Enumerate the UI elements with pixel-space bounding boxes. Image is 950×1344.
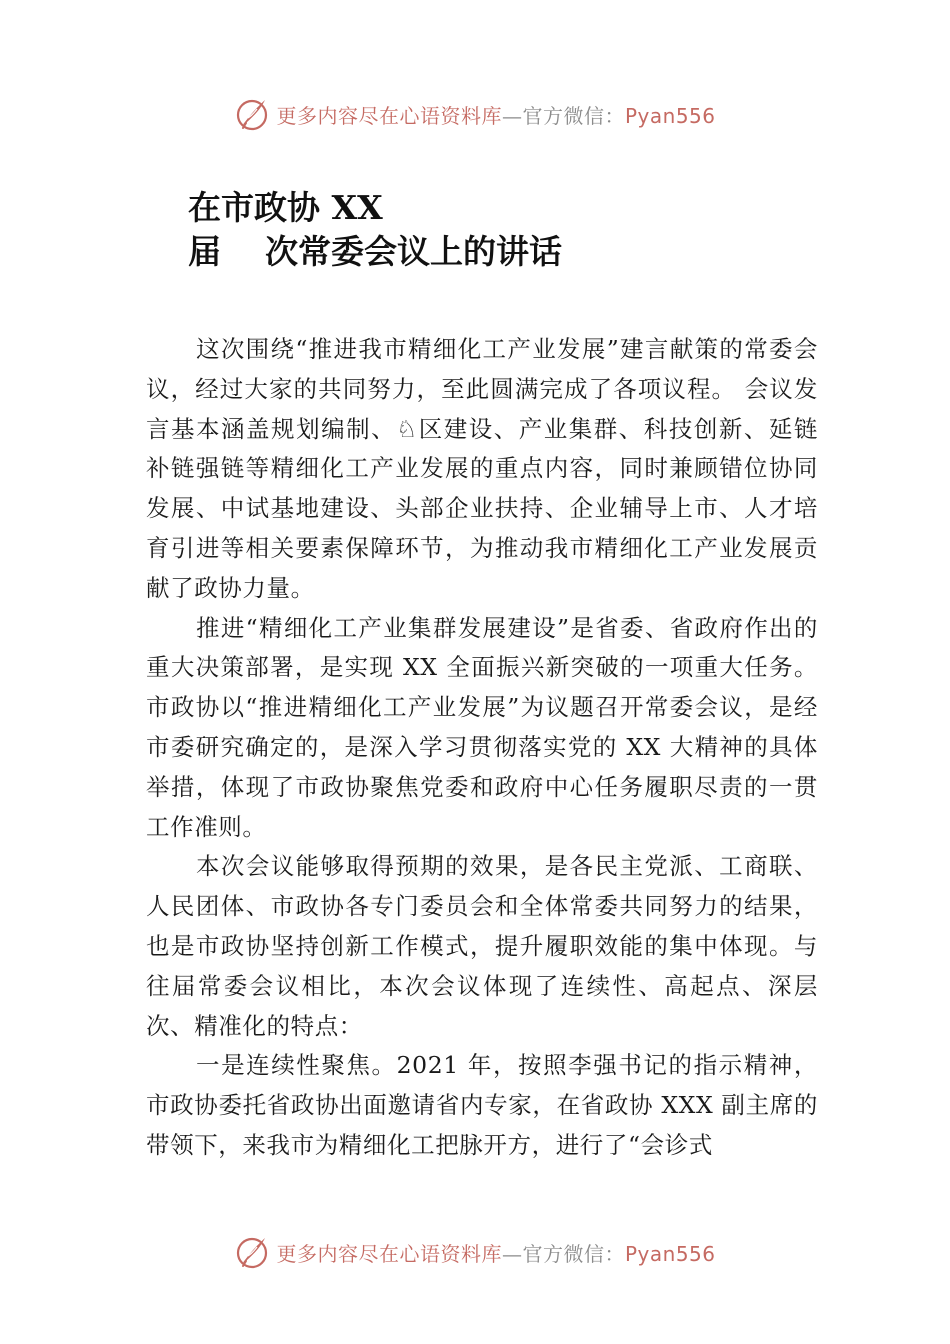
footer-banner-separator: — bbox=[501, 1241, 523, 1266]
title-line-2-part-b: 次常委会议上的讲话 bbox=[265, 232, 562, 271]
header-banner bbox=[0, 94, 950, 134]
paragraph: 一是连续性聚焦。2021 年，按照李强书记的指示精神，市政协委托省政协出面邀请省内专家，在省政协 XXX 副主席的带领下，来我市为精细化工把脉开方，进行了“会诊式 bbox=[146, 1051, 818, 1159]
header-banner-label: 官方微信： bbox=[522, 103, 625, 128]
header-banner-wechat-id: Pyan556 bbox=[624, 103, 716, 128]
header-banner-content bbox=[234, 96, 715, 132]
paragraph: 本次会议能够取得预期的效果，是各民主党派、工商联、人民团体、市政协各专门委员会和全体常委共同努力的结果，也是市政协坚持创新工作模式，提升履职效能的集中体现。与往届常委会议相比，本次会议体现了连续性、高起点、深层次、精准化的特点： bbox=[146, 852, 818, 1040]
footer-banner-content bbox=[234, 1234, 715, 1270]
document-title bbox=[188, 186, 562, 274]
footer-banner-text bbox=[276, 1238, 715, 1267]
title-line-2-part-a: 届 bbox=[188, 232, 221, 271]
footer-banner-wechat-id: Pyan556 bbox=[624, 1241, 716, 1266]
header-banner-separator: — bbox=[501, 103, 523, 128]
title-line-2 bbox=[188, 230, 562, 274]
footer-banner bbox=[0, 1232, 950, 1272]
quill-logo-icon bbox=[234, 1234, 270, 1270]
title-line-1: 在市政协 XX bbox=[188, 188, 383, 227]
footer-banner-label: 官方微信： bbox=[522, 1241, 625, 1266]
paragraph: 推进“精细化工产业集群发展建设”是省委、省政府作出的重大决策部署，是实现 XX 全面振兴新突破的一项重大任务。市政协以“推进精细化工产业发展”为议题召开常委会议，是经市委研究确定的，是深入学习贯彻落实党的 XX 大精神的具体举措，体现了市政协聚焦党委和政府中心任务履职尽责的一贯工作准则。 bbox=[146, 613, 818, 841]
document-body bbox=[146, 330, 818, 1166]
paragraph: 这次围绕“推进我市精细化工产业发展”建言献策的常委会议，经过大家的共同努力，至此圆满完成了各项议程。 会议发言基本涵盖规划编制、♘区建设、产业集群、科技创新、延链补链强链等精细化工产业发展的重点内容，同时兼顾错位协同发展、中试基地建设、头部企业扶持、企业辅导上市、人才培育引进等相关要素保障环节，为推动我市精细化工产业发展贡献了政协力量。 bbox=[146, 335, 818, 602]
header-banner-text bbox=[276, 100, 715, 129]
header-banner-main: 更多内容尽在心语资料库 bbox=[276, 103, 502, 128]
quill-logo-icon bbox=[234, 96, 270, 132]
footer-banner-main: 更多内容尽在心语资料库 bbox=[276, 1241, 502, 1266]
